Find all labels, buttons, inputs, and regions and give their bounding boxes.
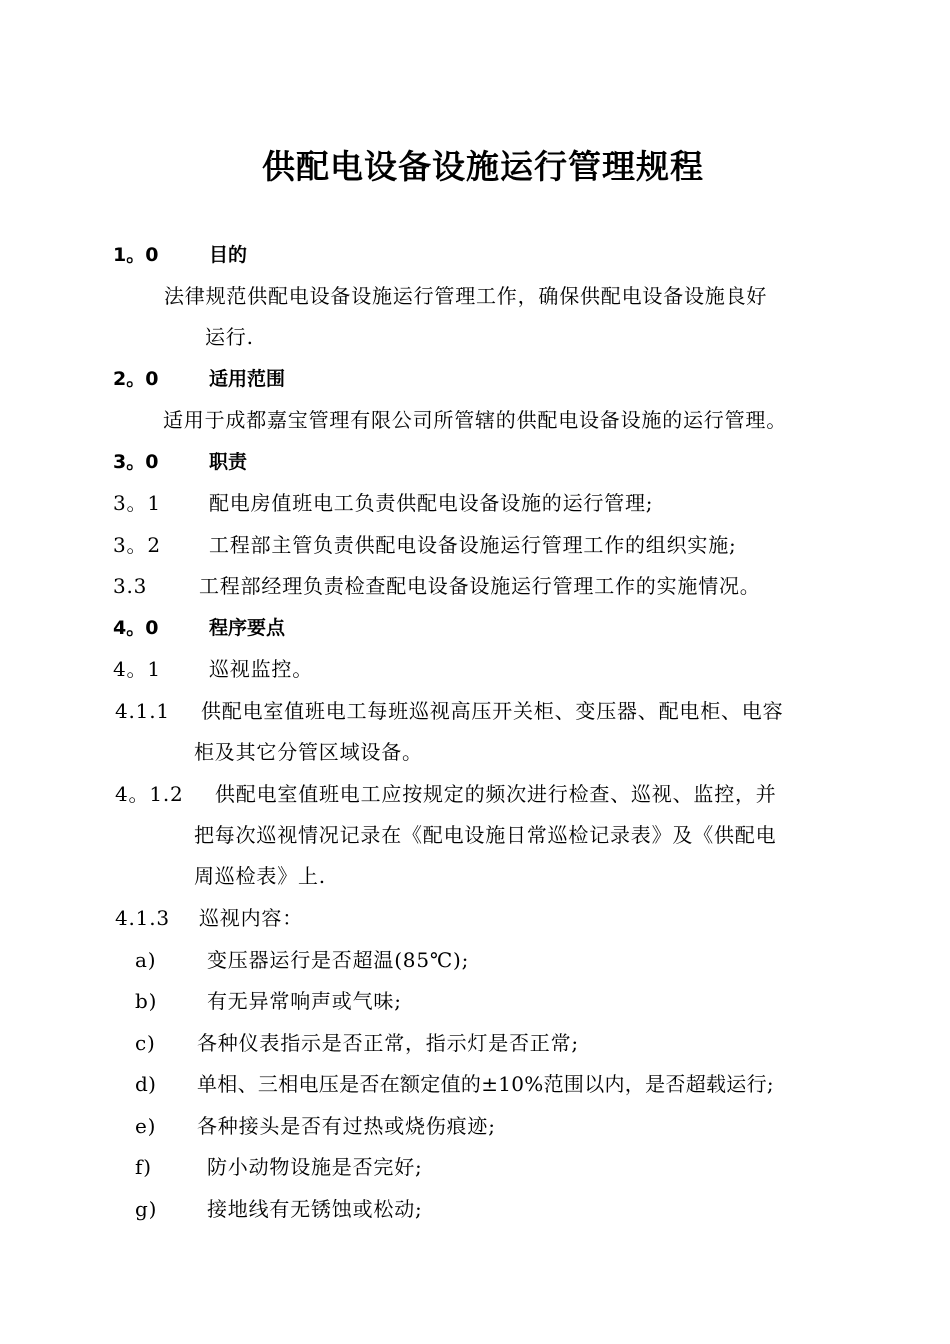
- clause-number: 3。2: [113, 533, 161, 557]
- clause-text: 巡视监控。: [209, 657, 313, 681]
- list-item-marker: g): [135, 1197, 158, 1221]
- clause-number: 4.1.3: [115, 906, 170, 930]
- clause-text-continued: 柜及其它分管区域设备。: [194, 740, 423, 764]
- section-number: 2。0: [113, 368, 159, 390]
- list-item-marker: b): [135, 989, 158, 1013]
- clause-number: 4.1.1: [115, 699, 170, 723]
- clause-text: 工程部主管负责供配电设备设施运行管理工作的组织实施;: [209, 533, 737, 557]
- clause-number: 4。1: [113, 657, 161, 681]
- clause-text-continued: 周巡检表》上.: [194, 864, 326, 888]
- section-number: 1。0: [113, 244, 159, 266]
- clause-text: 巡视内容：: [199, 906, 303, 930]
- list-item-text: 防小动物设施是否完好;: [207, 1155, 423, 1179]
- section-number: 4。0: [113, 617, 159, 639]
- clause-number: 3。1: [113, 491, 161, 515]
- section-title: 目的: [209, 244, 248, 266]
- paragraph-line: 法律规范供配电设备设施运行管理工作，确保供配电设备设施良好: [164, 284, 768, 308]
- clause-text: 配电房值班电工负责供配电设备设施的运行管理;: [209, 491, 654, 515]
- paragraph-line: 运行.: [205, 325, 254, 349]
- list-item-marker: c): [135, 1031, 156, 1055]
- list-item-marker: d): [135, 1072, 157, 1096]
- list-item-marker: f): [135, 1155, 152, 1179]
- document-title: 供配电设备设施运行管理规程: [262, 147, 704, 186]
- list-item-text: 有无异常响声或气味;: [207, 989, 402, 1013]
- list-item-text: 单相、三相电压是否在额定值的±10%范围以内，是否超载运行;: [197, 1072, 774, 1096]
- section-title: 适用范围: [209, 368, 286, 390]
- list-item-text: 变压器运行是否超温(85℃);: [207, 948, 470, 972]
- clause-number: 3.3: [113, 574, 148, 598]
- section-number: 3。0: [113, 451, 159, 473]
- paragraph-line: 适用于成都嘉宝管理有限公司所管辖的供配电设备设施的运行管理。: [163, 408, 787, 432]
- list-item-text: 各种仪表指示是否正常，指示灯是否正常;: [197, 1031, 579, 1055]
- list-item-text: 接地线有无锈蚀或松动;: [207, 1197, 423, 1221]
- clause-number: 4。1.2: [115, 782, 184, 806]
- clause-text: 工程部经理负责检查配电设备设施运行管理工作的实施情况。: [199, 574, 761, 598]
- clause-text: 供配电室值班电工应按规定的频次进行检查、巡视、监控，并: [215, 782, 777, 806]
- section-title: 职责: [209, 451, 248, 473]
- section-title: 程序要点: [209, 617, 286, 639]
- list-item-marker: e): [135, 1114, 157, 1138]
- list-item-text: 各种接头是否有过热或烧伤痕迹;: [197, 1114, 496, 1138]
- clause-text: 供配电室值班电工每班巡视高压开关柜、变压器、配电柜、电容: [201, 699, 784, 723]
- list-item-marker: a): [135, 948, 157, 972]
- clause-text-continued: 把每次巡视情况记录在《配电设施日常巡检记录表》及《供配电: [194, 823, 777, 847]
